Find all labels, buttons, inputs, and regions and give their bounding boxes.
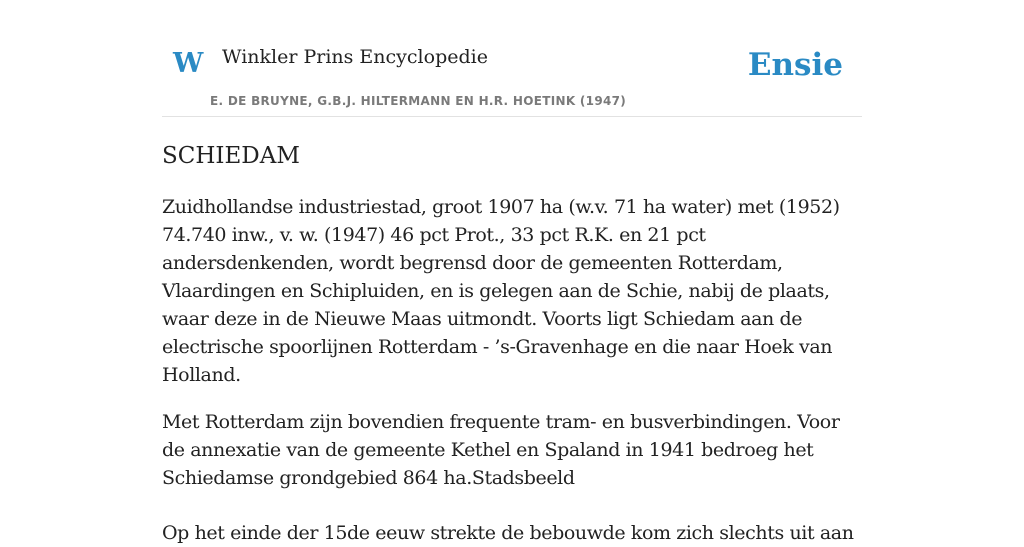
publication-title[interactable]: Winkler Prins Encyclopedie — [222, 46, 488, 68]
article-paragraph: Zuidhollandse industriestad, groot 1907 ha (w.v. 71 ha water) met (1952) 74.740 inw., v. w. (1947) 46 pct Prot., 33 pct R.K. en 21 pct andersdenkenden, wordt begrensd door de gemeenten Rotterdam, Vlaardingen en Schipluiden, en is gelegen aan de Schie, nabij de plaats, waar deze in de Nieuwe Maas uitmondt. Voorts ligt Schiedam aan de electrische spoorlijnen Rotterdam - ’s-Gravenhage en die naar Hoek van Holland. — [162, 195, 840, 386]
publication-authors: E. DE BRUYNE, G.B.J. HILTERMANN EN H.R. HOETINK (1947) — [210, 94, 627, 108]
header — [162, 0, 862, 117]
ensie-logo-link[interactable]: Ensie — [747, 47, 843, 83]
logo-w-icon[interactable]: W — [173, 48, 204, 79]
article-title: SCHIEDAM — [162, 143, 300, 169]
page — [162, 0, 862, 547]
article-paragraph: Met Rotterdam zijn bovendien frequente tram- en busverbindingen. Voor de annexatie van de gemeente Kethel en Spaland in 1941 bedroeg het Schiedamse grondgebied 864 ha.Stadsbeeld — [162, 410, 840, 489]
article-paragraph: Op het einde der 15de eeuw strekte de bebouwde kom zich slechts uit aan — [162, 521, 854, 544]
